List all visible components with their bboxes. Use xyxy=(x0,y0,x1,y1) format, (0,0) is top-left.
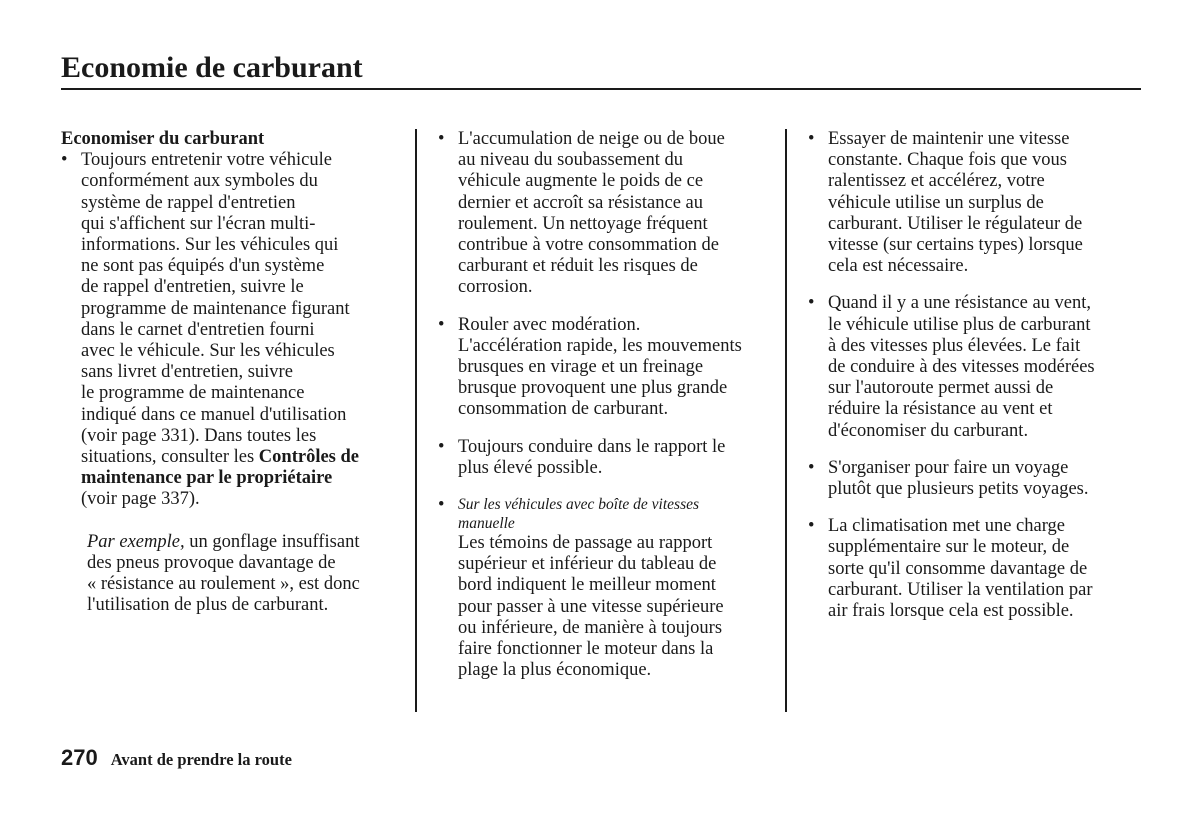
text-line: faire fonctionner le moteur dans la xyxy=(458,639,714,660)
text-line: système de rappel d'entretien xyxy=(81,192,296,213)
example-label: Par exemple, xyxy=(87,531,185,552)
text-line: conformément aux symboles du xyxy=(81,171,318,192)
text-line: sorte qu'il consomme davantage de xyxy=(828,558,1088,579)
text-line: le véhicule utilise plus de carburant xyxy=(828,314,1091,335)
bullet-dot: • xyxy=(808,293,815,314)
bullet-dot: • xyxy=(438,436,445,457)
bullet-highest-gear xyxy=(438,437,778,479)
text-line: dernier et accroît sa résistance au xyxy=(458,192,703,213)
text-line: Essayer de maintenir une vitesse xyxy=(828,129,1070,149)
bullet-wind-resistance xyxy=(808,293,1143,441)
text-line: de rappel d'entretien, suivre le xyxy=(81,277,304,298)
text-line: Les témoins de passage au rapport xyxy=(458,533,713,554)
text-line: L'accumulation de neige ou de boue xyxy=(458,129,725,149)
text-line: La climatisation met une charge xyxy=(828,516,1065,537)
bullet-manual-transmission xyxy=(438,495,778,681)
bold-reference: maintenance par le propriétaire xyxy=(81,468,333,489)
text-line: plage la plus économique. xyxy=(458,660,652,681)
text-line: plutôt que plusieurs petits voyages. xyxy=(828,479,1089,500)
text-line: de conduire à des vitesses modérées xyxy=(828,357,1095,378)
text-line: à des vitesses plus élevées. Le fait xyxy=(828,335,1081,356)
bullet-constant-speed xyxy=(808,129,1143,277)
text-line: constante. Chaque fois que vous xyxy=(828,150,1067,171)
text-line: ralentissez et accélérez, votre xyxy=(828,171,1045,192)
bullet-dot: • xyxy=(438,129,445,149)
bullet-trip-planning xyxy=(808,458,1143,500)
text-segment: un gonflage insuffisant xyxy=(184,531,360,552)
bullet-maintenance xyxy=(61,150,406,510)
section-heading: Economiser du carburant xyxy=(61,129,265,149)
column-3 xyxy=(808,129,1143,622)
text-line: informations. Sur les véhicules qui xyxy=(81,235,339,256)
text-line: au niveau du soubassement du xyxy=(458,150,684,171)
text-line: avec le véhicule. Sur les véhicules xyxy=(81,341,335,362)
italic-subheading: Sur les véhicules avec boîte de vitesses xyxy=(458,496,700,514)
column-divider xyxy=(785,129,787,712)
text-line: (voir page 331). Dans toutes les xyxy=(81,425,317,446)
title-rule xyxy=(61,88,1141,90)
italic-subheading: manuelle xyxy=(458,515,515,533)
column-1 xyxy=(61,129,406,616)
text-line: le programme de maintenance xyxy=(81,383,305,404)
text-line: plus élevé possible. xyxy=(458,457,603,478)
text-line: ne sont pas équipés d'un système xyxy=(81,256,325,277)
text-line: dans le carnet d'entretien fourni xyxy=(81,319,315,340)
text-line: indiqué dans ce manuel d'utilisation xyxy=(81,404,347,425)
text-line: « résistance au roulement », est donc xyxy=(87,574,360,595)
text-line: supérieur et inférieur du tableau de xyxy=(458,554,717,575)
text-line: sans livret d'entretien, suivre xyxy=(81,362,293,383)
bold-reference: Contrôles de xyxy=(258,447,359,468)
text-line: ou inférieure, de manière à toujours xyxy=(458,617,723,638)
text-line: air frais lorsque cela est possible. xyxy=(828,601,1074,622)
text-line: d'économiser du carburant. xyxy=(828,420,1029,441)
bullet-dot: • xyxy=(438,314,445,335)
text-line: véhicule augmente le poids de ce xyxy=(458,171,704,192)
bullet-dot: • xyxy=(808,129,815,149)
text-line xyxy=(87,532,406,553)
text-line: pour passer à une vitesse supérieure xyxy=(458,596,724,617)
text-line xyxy=(81,447,406,468)
text-line: (voir page 337). xyxy=(81,489,200,510)
text-line: qui s'affichent sur l'écran multi- xyxy=(81,213,316,234)
text-line: réduire la résistance au vent et xyxy=(828,399,1053,420)
text-line: l'utilisation de plus de carburant. xyxy=(87,595,329,616)
text-line: supplémentaire sur le moteur, de xyxy=(828,537,1070,558)
text-line: brusques en virage et un freinage xyxy=(458,357,704,378)
text-line: Rouler avec modération. xyxy=(458,314,641,335)
text-line: Toujours conduire dans le rapport le xyxy=(458,436,726,457)
text-line: corrosion. xyxy=(458,277,533,298)
bullet-dot: • xyxy=(438,495,445,516)
text-line: carburant. Utiliser la ventilation par xyxy=(828,579,1093,600)
text-line: vitesse (sur certains types) lorsque xyxy=(828,235,1083,256)
text-line: L'accélération rapide, les mouvements xyxy=(458,335,742,356)
text-line: contribue à votre consommation de xyxy=(458,235,719,256)
column-divider xyxy=(415,129,417,712)
text-segment: situations, consulter les xyxy=(81,447,259,468)
text-line: roulement. Un nettoyage fréquent xyxy=(458,213,708,234)
text-line: Quand il y a une résistance au vent, xyxy=(828,293,1092,314)
bullet-snow-mud xyxy=(438,129,778,299)
page-footer xyxy=(61,745,292,771)
text-line: consommation de carburant. xyxy=(458,399,669,420)
text-line: bord indiquent le meilleur moment xyxy=(458,575,716,596)
text-line: Toujours entretenir votre véhicule xyxy=(81,150,332,171)
text-line: programme de maintenance figurant xyxy=(81,298,350,319)
page-title: Economie de carburant xyxy=(61,51,363,84)
text-line: brusque provoquent une plus grande xyxy=(458,378,728,399)
bullet-air-conditioning xyxy=(808,516,1143,622)
text-line: cela est nécessaire. xyxy=(828,256,969,277)
text-line: sur l'autoroute permet aussi de xyxy=(828,378,1054,399)
text-line: carburant. Utiliser le régulateur de xyxy=(828,213,1083,234)
bullet-dot: • xyxy=(808,457,815,478)
bullet-moderate-driving xyxy=(438,315,778,421)
bullet-dot: • xyxy=(808,516,815,537)
text-line: véhicule utilise un surplus de xyxy=(828,192,1044,213)
example-paragraph xyxy=(61,532,406,617)
text-line: carburant et réduit les risques de xyxy=(458,256,698,277)
column-2 xyxy=(438,129,778,681)
text-line: S'organiser pour faire un voyage xyxy=(828,457,1069,478)
bullet-dot: • xyxy=(61,150,68,171)
page-number: 270 xyxy=(61,745,98,770)
text-line: des pneus provoque davantage de xyxy=(87,552,336,573)
section-label: Avant de prendre la route xyxy=(110,750,292,769)
